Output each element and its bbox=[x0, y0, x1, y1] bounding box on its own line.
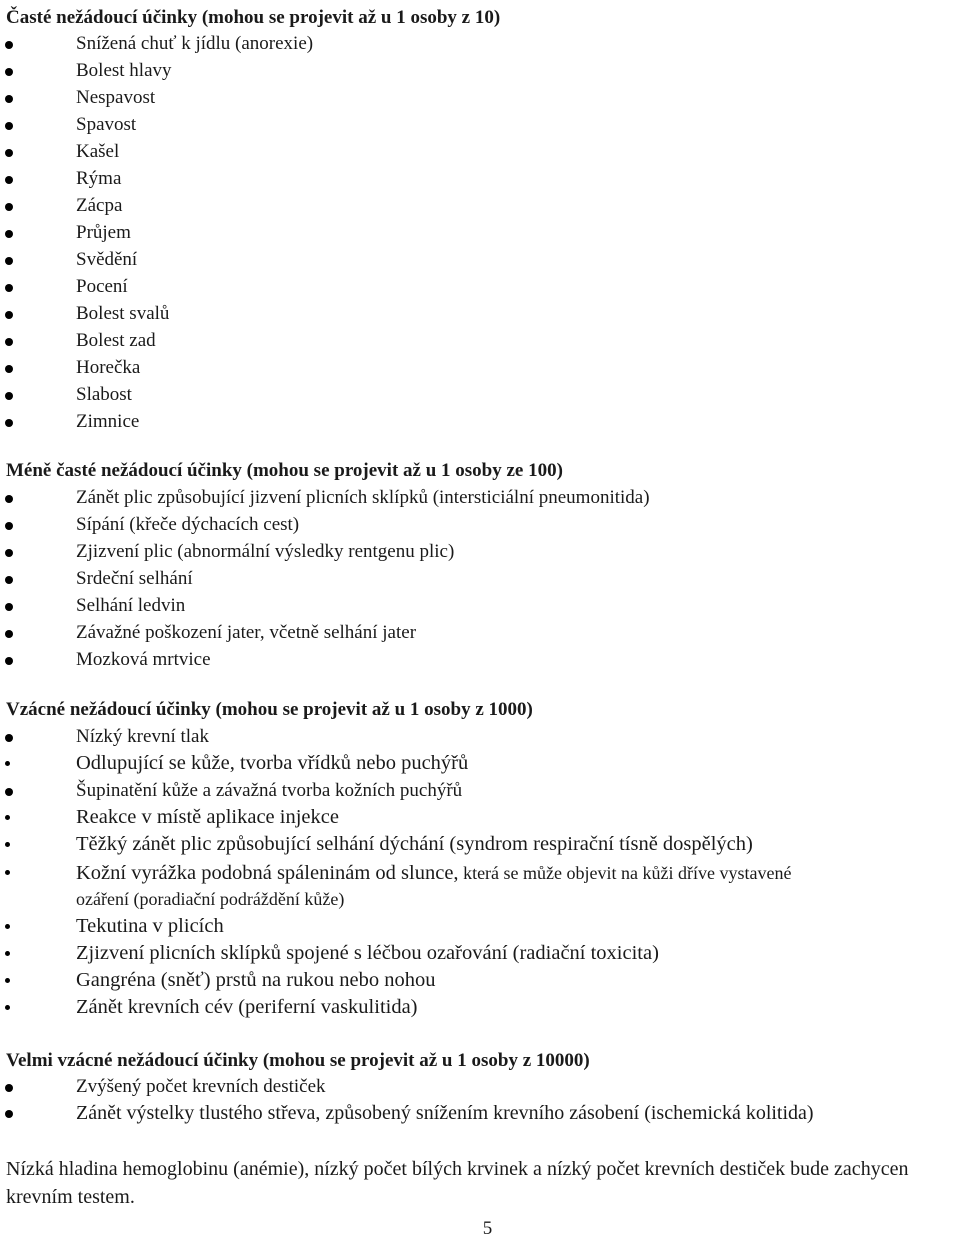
bullet-icon bbox=[5, 122, 13, 130]
blood-test-note: Nízká hladina hemoglobinu (anémie), nízký počet bílých krvinek a nízký počet krevních destiček bude zachycen krevním testem. bbox=[6, 1158, 909, 1208]
bullet-icon bbox=[5, 176, 13, 184]
bullet-icon bbox=[5, 630, 13, 638]
bullet-icon bbox=[5, 95, 13, 103]
bullet-icon bbox=[5, 41, 13, 49]
section-heading-very-rare: Velmi vzácné nežádoucí účinky (mohou se projevit až u 1 osoby z 10000) bbox=[6, 1050, 590, 1071]
bullet-icon bbox=[5, 734, 13, 742]
bullet-icon bbox=[5, 392, 13, 400]
bullet-icon bbox=[5, 149, 13, 157]
list-item: Kožní vyrážka podobná spáleninám od slunce, která se může objevit na kůži dříve vystavené ozáření (poradiační podráždění kůže) bbox=[0, 860, 955, 914]
bullet-icon bbox=[5, 1110, 13, 1118]
bullet-icon bbox=[5, 365, 13, 373]
page-number: 5 bbox=[482, 1218, 493, 1239]
bullet-icon bbox=[5, 230, 13, 238]
bullet-icon bbox=[5, 924, 10, 929]
bullet-icon bbox=[5, 951, 10, 956]
bullet-icon bbox=[5, 338, 13, 346]
bullet-icon bbox=[5, 870, 10, 875]
bullet-icon bbox=[5, 203, 13, 211]
bullet-icon bbox=[5, 603, 13, 611]
bullet-icon bbox=[5, 1084, 13, 1092]
bullet-icon bbox=[5, 815, 10, 820]
bullet-icon bbox=[5, 522, 13, 530]
bullet-icon bbox=[5, 284, 13, 292]
bullet-icon bbox=[5, 788, 13, 796]
document-page: Časté nežádoucí účinky (mohou se projevit až u 1 osoby z 10) Snížená chuť k jídlu (anorexie) Bolest hlavy Nespavost Spavost Kašel Rýma Zácpa Průjem Svědění Pocení Bolest svalů Bolest zad Horečka Slabost Zimnice Méně časté nežádoucí účinky (mohou se projevit až u 1 osoby ze 100) Zánět plic způsobující jizvení plicních sklípků (intersticiální pneumonitida) Sípání (křeče dýchacích cest) Zjizvení plic (abnormální výsledky rentgenu plic) Srdeční selhání Selhání ledvin Závažné poškození jater, včetně selhání jater Mozková mrtvice Vzácné nežádoucí účinky (mohou se projevit až u 1 osoby z 1000) Nízký krevní tlak Odlupující se kůže, tvorba vřídků nebo puchýřů Šupinatění kůže a závažná tvorba kožních puchýřů Reakce v místě aplikace injekce Těžký zánět plic způsobující selhání dýchání (syndrom respirační tísně dospělých) Kožní vyrážka podobná spáleninám od slunce, která se může objevit na kůži dříve vystavené ozáření (poradiační podráždění kůže) Tekutina v plicích Zjizvení plicních sklípků spojené s léčbou ozařování (radiační toxicita) Gangréna (sněť) prstů na rukou nebo nohou Zánět krevních cév (periferní vaskulitida) Velmi vzácné nežádoucí účinky (mohou se projevit až u 1 osoby z 10000) Zvýšený počet krevních destiček Zánět výstelky tlustého střeva, způsobený snížením krevního zásobení (ischemická kolitida) Nízká hladina hemoglobinu (anémie), nízký počet bílých krvinek a nízký počet krevních destiček bude zachycen krevním testem. 5 bbox=[0, 0, 960, 1240]
bullet-icon bbox=[5, 978, 10, 983]
bullet-icon bbox=[5, 576, 13, 584]
bullet-icon bbox=[5, 761, 10, 766]
bullet-icon bbox=[5, 549, 13, 557]
bullet-icon bbox=[5, 657, 13, 665]
section-heading-common: Časté nežádoucí účinky (mohou se projevit až u 1 osoby z 10) bbox=[6, 7, 501, 28]
section-heading-uncommon: Méně časté nežádoucí účinky (mohou se projevit až u 1 osoby ze 100) bbox=[6, 460, 563, 481]
bullet-icon bbox=[5, 311, 13, 319]
bullet-icon bbox=[5, 68, 13, 76]
bullet-icon bbox=[5, 842, 10, 847]
bullet-icon bbox=[5, 495, 13, 503]
bullet-icon bbox=[5, 419, 13, 427]
bullet-icon bbox=[5, 257, 13, 265]
section-heading-rare: Vzácné nežádoucí účinky (mohou se projevit až u 1 osoby z 1000) bbox=[6, 699, 533, 720]
bullet-icon bbox=[5, 1005, 10, 1010]
